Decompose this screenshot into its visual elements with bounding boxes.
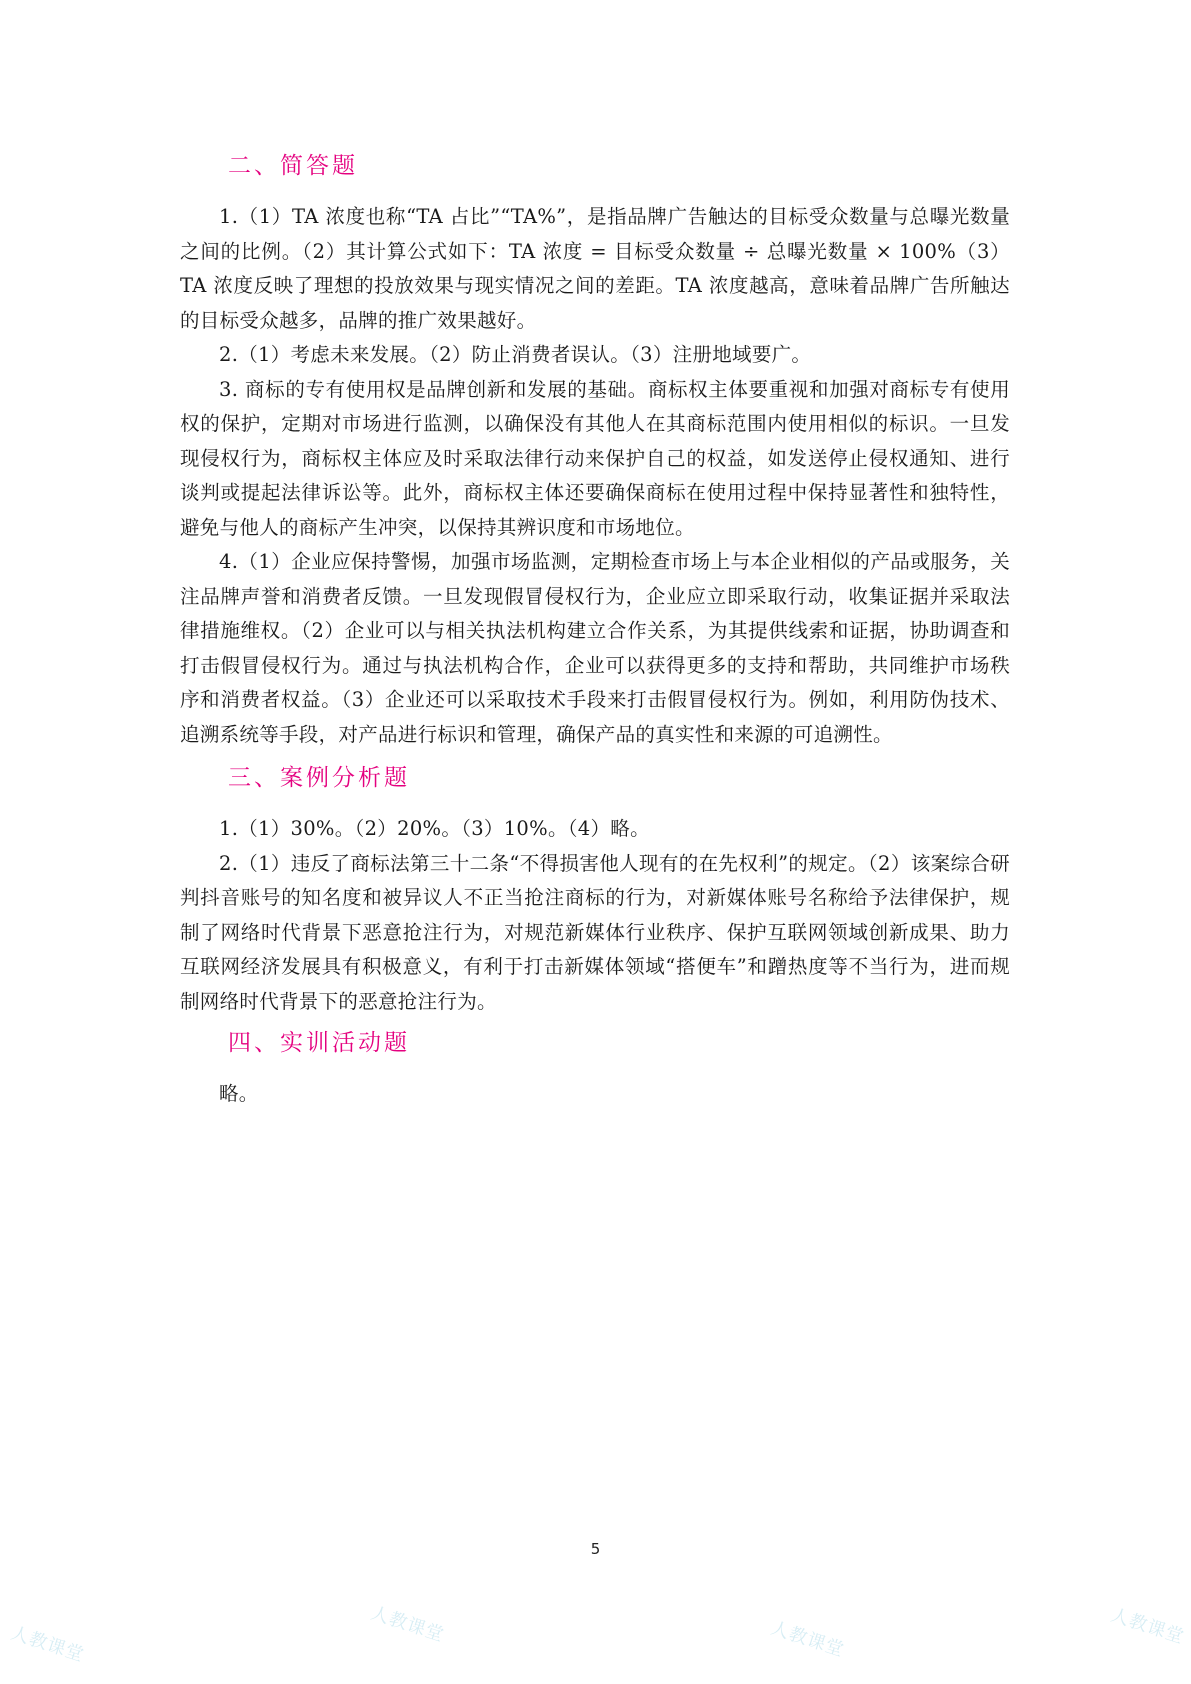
page-number: 5 (590, 1540, 601, 1558)
answer-paragraph: 略。 (219, 1082, 259, 1105)
answer-paragraph: 4.（1）企业应保持警惕，加强市场监测，定期检查市场上与本企业相似的产品或服务，关注品牌声誉和消费者反馈。一旦发现假冒侵权行为，企业应立即采取行动，收集证据并采取法律措施维权。（2）企业可以与相关执法机构建立合作关系，为其提供线索和证据，协助调查和打击假冒侵权行为。通过与执法机构合作，企业可以获得更多的支持和帮助，共同维护市场秩序和消费者权益。（3）企业还可以采取技术手段来打击假冒侵权行为。例如，利用防伪技术、追溯系统等手段，对产品进行标识和管理，确保产品的真实性和来源的可追溯性。 (180, 550, 1010, 746)
answer-paragraph: 2.（1）违反了商标法第三十二条“不得损害他人现有的在先权利”的规定。（2）该案综合研判抖音账号的知名度和被异议人不正当抢注商标的行为，对新媒体账号名称给予法律保护，规制了网络时代背景下恶意抢注行为，对规范新媒体行业秩序、保护互联网领域创新成果、助力互联网经济发展具有积极意义，有利于打击新媒体领域“搭便车”和蹭热度等不当行为，进而规制网络时代背景下的恶意抢注行为。 (180, 851, 1010, 1013)
watermark-logo: 人教课堂 (8, 1622, 87, 1667)
section-heading-case-analysis: 三、案例分析题 (228, 765, 410, 791)
answer-paragraph: 2.（1）考虑未来发展。（2）防止消费者误认。（3）注册地域要广。 (219, 343, 812, 366)
section-heading-short-answer: 二、简答题 (228, 153, 358, 179)
answer-paragraph: 1.（1）TA 浓度也称“TA 占比”“TA%”，是指品牌广告触达的目标受众数量与总曝光数量之间的比例。（2）其计算公式如下：TA 浓度 = 目标受众数量 ÷ 总曝光数量 × 100%（3）TA 浓度反映了理想的投放效果与现实情况之间的差距。TA 浓度越高，意味着品牌广告所触达的目标受众越多，品牌的推广效果越好。 (180, 205, 1010, 332)
watermark-logo: 人教课堂 (1108, 1604, 1187, 1649)
answer-paragraph: 1.（1）30%。（2）20%。（3）10%。（4）略。 (219, 817, 650, 840)
watermark-logo: 人教课堂 (368, 1602, 447, 1647)
page-content (180, 148, 1010, 1112)
watermark-logo: 人教课堂 (768, 1617, 847, 1662)
section-heading-practical-training: 四、实训活动题 (228, 1030, 410, 1056)
answer-paragraph: 3. 商标的专有使用权是品牌创新和发展的基础。商标权主体要重视和加强对商标专有使用权的保护，定期对市场进行监测，以确保没有其他人在其商标范围内使用相似的标识。一旦发现侵权行为，商标权主体应及时采取法律行动来保护自己的权益，如发送停止侵权通知、进行谈判或提起法律诉讼等。此外，商标权主体还要确保商标在使用过程中保持显著性和独特性，避免与他人的商标产生冲突，以保持其辨识度和市场地位。 (180, 377, 1010, 539)
